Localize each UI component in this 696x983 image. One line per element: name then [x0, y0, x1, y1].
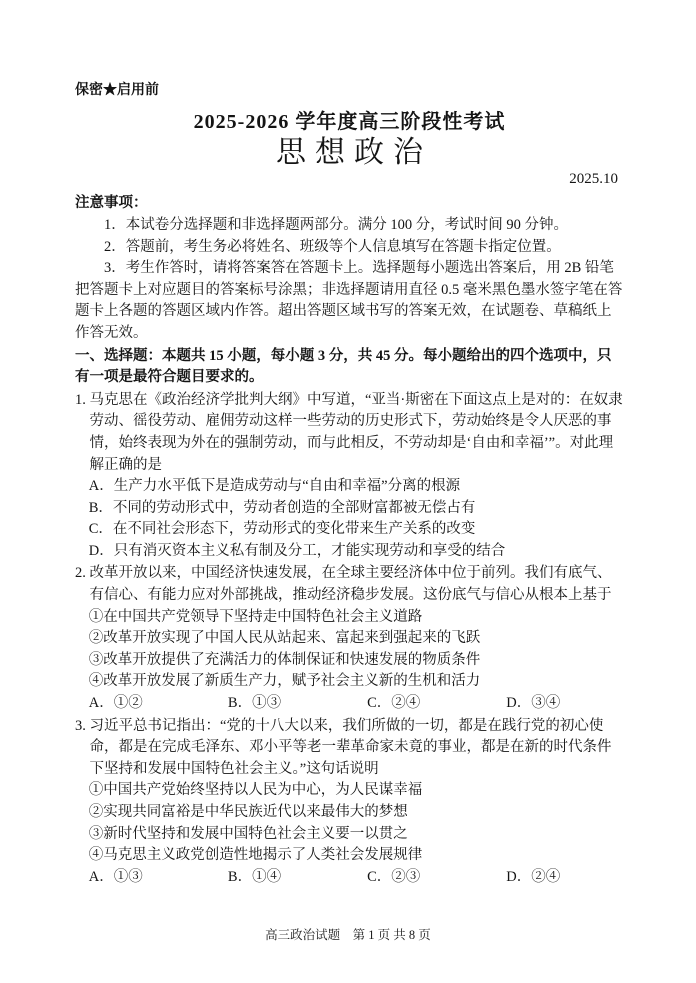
question-2-statement-2: ②改革开放实现了中国人民从站起来、富起来到强起来的飞跃 [88, 630, 481, 647]
question-3-choice-a: A．①③ [88, 868, 143, 885]
question-2-statement-3: ③改革开放提供了充满活力的体制保证和快速发展的物质条件 [88, 651, 481, 668]
question-3-statement-3: ③新时代坚持和发展中国特色社会主义要一以贯之 [88, 825, 408, 842]
subject-title: 思想政治 [276, 136, 432, 170]
question-2-statement-1: ①在中国共产党领导下坚持走中国特色社会主义道路 [88, 608, 423, 625]
question-2-answer-choices [75, 693, 624, 715]
question-2-choice-d: D．③④ [506, 695, 561, 712]
question-3-answer-choices [75, 867, 624, 889]
page-footer: 高三政治试题 第 1 页 共 8 页 [265, 928, 431, 943]
notice-item-1: 1．本试卷分选择题和非选择题两部分。满分 100 分，考试时间 90 分钟。 [104, 216, 568, 233]
question-3-choice-b: B．①④ [227, 868, 282, 885]
question-1-option-c: C．在不同社会形态下，劳动形式的变化带来生产关系的改变 [88, 521, 476, 538]
notice-item-2: 2．答题前，考生务必将姓名、班级等个人信息填写在答题卡指定位置。 [104, 238, 561, 255]
notice-item-3: 3．考生作答时，请将答案答在答题卡上。选择题每小题选出答案后，用 2B 铅笔把答题卡上对应题目的答案标号涂黑；非选择题请用直径 0.5 毫米黑色墨水签字笔在答题卡上各题的答题区域内作答。超出答题区域书写的答案无效，在试题卷、草稿纸上作答无效。 [75, 260, 623, 341]
security-classification: 保密★启用前 [75, 83, 159, 98]
question-3-choice-d: D．②④ [506, 868, 561, 885]
section-heading: 一、选择题：本题共 15 小题，每小题 3 分，共 45 分。每小题给出的四个选项中，只有一项是最符合题目要求的。 [75, 347, 612, 386]
question-2-statement-4: ④改革开放发展了新质生产力，赋予社会主义新的生机和活力 [88, 673, 481, 690]
question-1-option-b: B．不同的劳动形式中，劳动者创造的全部财富都被无偿占有 [88, 499, 476, 516]
question-3-statement-4: ④马克思主义政党创造性地揭示了人类社会发展规律 [88, 847, 423, 864]
question-2-choice-b: B．①③ [227, 695, 282, 712]
question-1-option-d: D．只有消灭资本主义私有制及分工，才能实现劳动和享受的结合 [88, 542, 506, 559]
notice-title: 注意事项： [75, 195, 148, 212]
question-2 [75, 563, 624, 714]
question-2-choice-a: A．①② [88, 695, 143, 712]
question-1-stem: 1. 马克思在《政治经济学批判大纲》中写道，“亚当·斯密在下面这点上是对的：在奴隶劳动、徭役劳动、雇佣劳动这样一些劳动的历史形式下，劳动始终是令人厌恶的事情，始终表现为外在的强制劳动，而与此相反，不劳动却是‘自由和幸福’”。对此理解正确的是 [75, 391, 623, 473]
question-3-statement-1: ①中国共产党始终坚持以人民为中心，为人民谋幸福 [88, 782, 423, 799]
question-3-stem: 3. 习近平总书记指出：“党的十八大以来，我们所做的一切，都是在践行党的初心使命，都是在完成毛泽东、邓小平等老一辈革命家未竟的事业，都是在新的时代条件下坚持和发展中国特色社会主义。”这句话说明 [75, 717, 612, 777]
question-3 [75, 716, 624, 889]
question-1-option-a: A．生产力水平低下是造成劳动与“自由和幸福”分离的根源 [88, 478, 461, 495]
question-2-choice-c: C．②④ [367, 695, 421, 712]
question-1 [75, 390, 624, 563]
question-3-choice-c: C．②③ [367, 868, 421, 885]
question-3-statement-2: ②实现共同富裕是中华民族近代以来最伟大的梦想 [88, 804, 408, 820]
question-2-stem: 2. 改革开放以来，中国经济快速发展，在全球主要经济体中位于前列。我们有底气、有信心、有能力应对外部挑战，推动经济稳步发展。这份底气与信心从根本上基于 [75, 565, 612, 604]
notice-section [75, 193, 624, 344]
exam-date: 2025.10 [569, 170, 618, 187]
exam-title: 2025-2026 学年度高三阶段性考试 [193, 110, 506, 133]
